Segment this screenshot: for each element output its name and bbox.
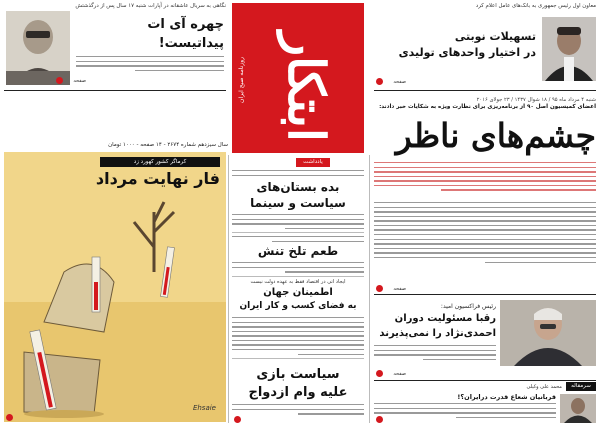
top-left-page-icon	[56, 77, 63, 84]
middle-story2-title: طعم تلخ تنش	[257, 244, 339, 258]
interview-photo	[500, 300, 596, 366]
interview-body	[374, 345, 496, 367]
masthead	[232, 3, 364, 153]
interview-divider	[374, 380, 596, 381]
middle-divider-3	[232, 358, 364, 359]
middle-story4-title-2: علیه وام ازدواج	[248, 385, 348, 400]
editorial-photo	[560, 394, 596, 423]
top-right-divider	[374, 90, 596, 91]
interview-page-ref: صفحه	[393, 371, 406, 377]
top-right-kicker: معاون اول رئیس جمهوری به بانک‌های عامل اعلام کرد	[475, 3, 596, 9]
masthead-date-line: شنبه ۴ مرداد ماه ۹۵ / ۱۸ شوال ۱۴۳۷ / ۲۳ جولای ۲۰۱۶	[476, 97, 596, 103]
middle-story4-title-1: سیاست بازی	[256, 367, 340, 382]
middle-tag-label: یادداشت	[303, 159, 323, 165]
interview-page-icon	[376, 370, 383, 377]
top-right-title-1: تسهیلات نوبتی	[454, 30, 536, 43]
middle-story2-body	[232, 262, 364, 274]
lead-body	[374, 202, 596, 266]
middle-story3-body	[232, 317, 364, 355]
middle-story2-intro	[232, 236, 364, 244]
interview-kicker: رئیس فراکسیون امید:	[440, 303, 496, 310]
middle-story1-body	[232, 214, 364, 230]
top-left-photo	[6, 11, 70, 85]
middle-page-icon	[234, 416, 241, 423]
top-right-photo	[542, 17, 596, 81]
masthead-title: ابتکار	[277, 32, 336, 142]
top-left-kicker: نگاهی به سریال عاشقانه در آپارات شنبه ۱۷ سال پس از درگذشتش	[75, 3, 226, 9]
masthead-info-line: سال سیزدهم شماره ۲۶۷۴ - ۱۴ صفحه - ۱۰۰۰ تومان	[108, 142, 228, 148]
editorial-tag	[566, 382, 596, 391]
lead-page-icon	[376, 285, 383, 292]
editorial-tag-label: سرمقاله	[571, 383, 591, 389]
masthead-subtitle: روزنامه صبح ایران	[238, 57, 245, 103]
top-left-title-2: پیداتیست!	[158, 36, 224, 51]
editorial-body	[374, 403, 556, 423]
lead-page-ref: صفحه	[393, 286, 406, 292]
middle-story1-title-2: سیاست و سینما	[250, 196, 346, 210]
middle-tag	[296, 158, 330, 167]
middle-story4-body	[232, 404, 364, 418]
cartoon-signature: Ehsaie	[192, 404, 216, 412]
middle-divider-1	[232, 232, 364, 233]
top-right-title-2: در اختیار واحدهای تولیدی	[398, 46, 536, 59]
editorial-page-icon	[376, 416, 383, 423]
middle-story3-kicker: ایجاد اتی در اقتصاد فقط به عهده دولت نیست	[250, 279, 346, 285]
middle-intro	[232, 170, 364, 178]
lead-headline: چشم‌های ناظر	[395, 116, 596, 155]
interview-title-1: رقبا مسئولیت دوران	[394, 313, 496, 324]
middle-story3-title-2: به فضای کسب و کار ایران	[239, 301, 357, 311]
middle-story3-title-1: اطمینان جهان	[263, 287, 333, 298]
interview-title-2: احمدی‌نژاد را نمی‌پذیرند	[379, 328, 496, 339]
lead-red-summary	[374, 162, 596, 196]
top-left-body	[76, 56, 224, 78]
cartoon-title-top: کرماگر کشور کهورد زد	[133, 159, 187, 165]
middle-divider-2	[232, 276, 364, 277]
cartoon-page-icon	[6, 414, 13, 421]
cartoon-title-bar	[100, 157, 220, 167]
middle-left-separator	[228, 155, 229, 423]
middle-story1-title-1: بده بستان‌های	[256, 180, 340, 194]
top-left-divider	[4, 90, 226, 91]
middle-right-separator	[369, 155, 370, 423]
top-right-page-ref: صفحه	[393, 79, 406, 85]
top-right-page-icon	[376, 78, 383, 85]
cartoon-illustration	[4, 152, 226, 422]
lead-divider	[374, 294, 596, 295]
lead-kicker: اعضای کمیسیون اصل ۹۰ از برنامه‌ریزی برای نظارت ویژه به شکایات خبر دادند:	[379, 104, 596, 110]
cartoon-headline: فار نهایت مرداد	[95, 169, 220, 188]
top-left-page-ref: صفحه	[73, 78, 86, 84]
editorial-headline: قربانیان شعاع قدرت درایران؟!	[457, 393, 556, 401]
top-left-title-1: چهره آی ات	[147, 17, 224, 32]
cartoon-frame	[4, 152, 226, 422]
editorial-author: محمد علی وکیلی	[526, 384, 562, 390]
